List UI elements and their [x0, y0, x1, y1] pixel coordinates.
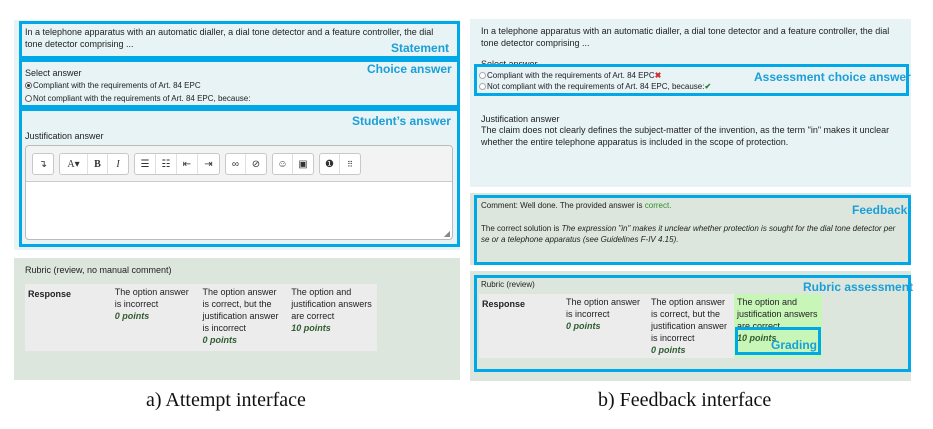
image-icon[interactable]: ▣	[298, 158, 308, 170]
label-grading: Grading	[771, 338, 818, 352]
link-icon[interactable]: ∞	[226, 154, 246, 174]
choice-option-label: Not compliant with the requirements of Art. 84 EPC, because:	[33, 94, 251, 103]
feedback-comment-status: correct.	[644, 201, 672, 210]
attempt-rubric-table	[25, 284, 377, 351]
justification-label: Justification answer	[25, 131, 104, 141]
rubric-level-cell[interactable]	[112, 284, 200, 351]
font-color-icon[interactable]: A▾	[60, 154, 88, 174]
feedback-comment-prefix: Comment: Well done. The provided answer is	[481, 201, 645, 210]
attempt-rubric-title: Rubric (review, no manual comment)	[25, 265, 172, 275]
wrong-mark-icon: ✖	[654, 71, 662, 80]
rubric-level-cell[interactable]	[199, 284, 288, 351]
label-choice-answer: Choice answer	[367, 62, 452, 76]
rubric-level-points: 0 points	[566, 321, 601, 331]
feedback-rubric-title: Rubric (review)	[481, 280, 535, 289]
bullet-list-icon[interactable]: ☰	[135, 154, 156, 174]
check-mark-icon: ✔	[704, 82, 712, 91]
italic-icon[interactable]: I	[116, 158, 120, 170]
feedback-justification-label: Justification answer	[481, 114, 560, 124]
indent-icon[interactable]: ⇥	[204, 158, 213, 170]
label-statement: Statement	[391, 41, 450, 55]
rubric-level-cell[interactable]	[288, 284, 377, 351]
more-icon[interactable]: ⠿	[347, 159, 353, 169]
rubric-level-text: The option answer is correct, but the justification answer is incorrect	[651, 297, 728, 343]
rubric-level-text: The option answer is correct, but the justification answer is incorrect	[202, 287, 279, 333]
outdent-icon[interactable]: ⇤	[177, 154, 198, 174]
table-row	[25, 284, 377, 351]
resize-handle-icon[interactable]: ◢	[443, 229, 450, 238]
attempt-statement-text: In a telephone apparatus with an automatic dialler, a dial tone detector and a feature controller, the dial tone detector comprising ...	[25, 27, 434, 49]
feedback-statement-text: In a telephone apparatus with an automatic dialler, a dial tone detector and a feature controller, the dial tone detector comprising ...	[481, 26, 890, 48]
label-feedback: Feedback	[852, 203, 908, 217]
highlight-feedback	[474, 195, 911, 265]
highlight-students-answer	[19, 108, 460, 247]
rubric-level-text: The option and justification answers are correct	[291, 287, 372, 321]
select-answer-label: Select answer	[25, 68, 82, 78]
info-icon[interactable]: ❶	[320, 154, 340, 174]
label-assessment-choice-answer: Assessment choice answer	[754, 70, 911, 84]
rubric-level-points: 0 points	[114, 311, 150, 321]
bold-icon[interactable]: B	[88, 154, 108, 174]
rubric-level-points: 10 points	[737, 333, 777, 343]
emoji-icon[interactable]: ☺	[273, 154, 293, 174]
undo-icon[interactable]: ↴	[38, 158, 48, 170]
rubric-level-text: The option and justification answers are correct	[737, 297, 818, 331]
label-rubric-assessment: Rubric assessment	[803, 280, 914, 294]
rubric-level-text: The option answer is incorrect	[566, 297, 641, 319]
feedback-select-answer-label: Select answer	[481, 59, 538, 69]
rubric-criterion: Response	[28, 289, 72, 299]
label-students-answer: Student’s answer	[352, 114, 451, 128]
correct-solution-text: The expression "in" makes it unclear whether protection is sought for the dial tone detector per se or a telephone apparatus (see Guidelines F-IV 4.15).	[481, 224, 896, 244]
choice-option-label: Compliant with the requirements of Art. 84 EPC	[487, 71, 655, 80]
caption-feedback-interface: b) Feedback interface	[598, 389, 772, 411]
unlink-icon[interactable]: ⊘	[251, 158, 261, 170]
numbered-list-icon[interactable]: ☷	[156, 154, 177, 174]
caption-attempt-interface: a) Attempt interface	[146, 389, 306, 411]
choice-option-label: Compliant with the requirements of Art. 84 EPC	[33, 81, 201, 90]
rubric-criterion: Response	[482, 299, 526, 309]
rubric-level-points: 0 points	[202, 335, 237, 345]
correct-solution-prefix: The correct solution is	[481, 224, 562, 233]
rubric-level-points: 10 points	[291, 323, 331, 333]
rubric-level-points: 0 points	[651, 345, 686, 355]
feedback-justification-text: The claim does not clearly defines the subject-matter of the invention, as the term "in" makes it unclear whether the entire telephone apparatus is included in the scope of protection.	[481, 125, 890, 147]
choice-option-label: Not compliant with the requirements of Art. 84 EPC, because:	[487, 82, 705, 91]
rubric-level-text: The option answer is incorrect	[114, 287, 189, 309]
